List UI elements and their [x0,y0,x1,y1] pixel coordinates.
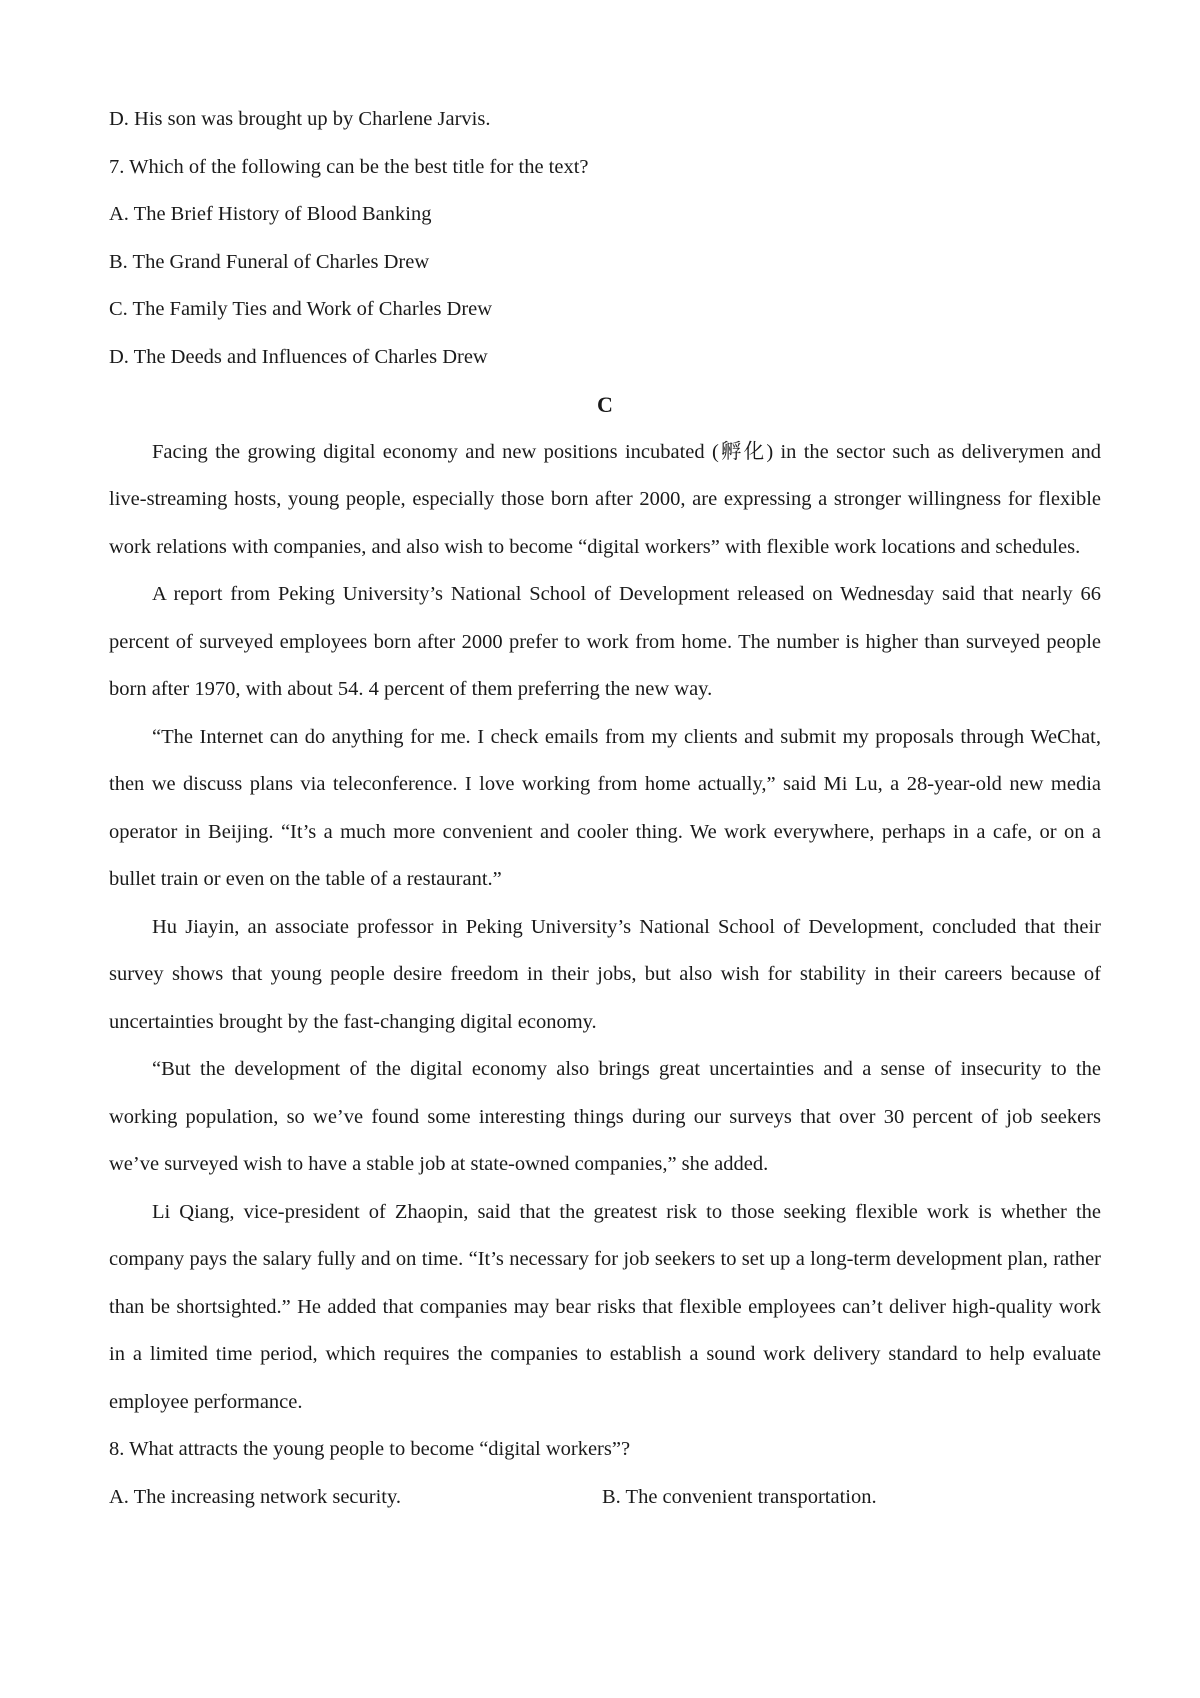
passage-paragraph-5: “But the development of the digital economy also brings great uncertainties and a sense of insecurity to the working population, so we’ve found some interesting things during our surveys that over 30 percent of job seekers we’ve surveyed wish to have a stable job at state-owned companies,” she added. [109,1058,1101,1175]
q7-option-d: D. The Deeds and Influences of Charles Drew [109,345,488,368]
q7-option-b: B. The Grand Funeral of Charles Drew [109,250,430,273]
q7-question: 7. Which of the following can be the best title for the text? [109,155,589,178]
q8-option-b: B. The convenient transportation. [602,1485,877,1508]
q8-options-row [109,1474,1101,1522]
q8-question: 8. What attracts the young people to become “digital workers”? [109,1438,631,1460]
section-heading: C [597,392,613,417]
q7-option-c: C. The Family Ties and Work of Charles Drew [109,298,493,320]
q6-option-d: D. His son was brought up by Charlene Jarvis. [109,108,491,130]
q7-option-a: A. The Brief History of Blood Banking [109,203,432,225]
passage-paragraph-4: Hu Jiayin, an associate professor in Peking University’s National School of Development, concluded that their survey shows that young people desire freedom in their jobs, but also wish for stability in their careers because of uncertainties brought by the fast-changing digital economy. [109,915,1101,1033]
exam-page [109,96,1101,1521]
q8-option-a: A. The increasing network security. [109,1485,402,1508]
passage-paragraph-6: Li Qiang, vice-president of Zhaopin, said that the greatest risk to those seeking flexible work is whether the company pays the salary fully and on time. “It’s necessary for job seekers to set up a long-term development plan, rather than be shortsighted.” He added that companies may bear risks that flexible employees can’t deliver high-quality work in a limited time period, which requires the companies to establish a sound work delivery standard to help evaluate employee performance. [109,1200,1101,1413]
passage-paragraph-1: Facing the growing digital economy and new positions incubated (孵化) in the sector such as deliverymen and live-streaming hosts, young people, especially those born after 2000, are expressing a stronger willingness for flexible work relations with companies, and also wish to become “digital workers” with flexible work locations and schedules. [109,440,1101,558]
passage-paragraph-3: “The Internet can do anything for me. I check emails from my clients and submit my proposals through WeChat, then we discuss plans via teleconference. I love working from home actually,” said Mi Lu, a 28-year-old new media operator in Beijing. “It’s a much more convenient and cooler thing. We work everywhere, perhaps in a cafe, or on a bullet train or even on the table of a restaurant.” [109,725,1101,890]
passage-paragraph-2: A report from Peking University’s National School of Development released on Wednesday said that nearly 66 percent of surveyed employees born after 2000 prefer to work from home. The number is higher than surveyed people born after 1970, with about 54. 4 percent of them preferring the new way. [109,583,1101,700]
